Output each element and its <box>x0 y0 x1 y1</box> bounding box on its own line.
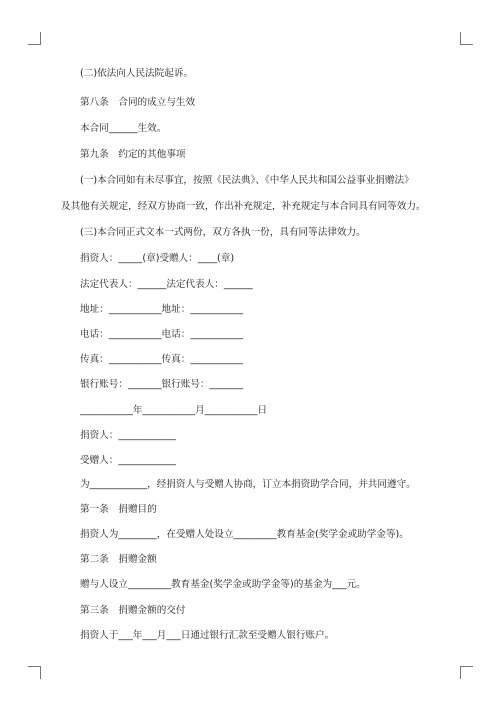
crop-mark-top-right <box>460 32 473 45</box>
signature-legal-representatives: 法定代表人：______法定代表人：______ <box>80 279 253 290</box>
heading-article-2: 第二条 捐赠金额 <box>80 554 157 565</box>
paragraph-lawsuit: (二)依法向人民法院起诉。 <box>80 68 194 79</box>
paragraph-amount: 赠与人设立_________教育基金(奖学金或助学金等)的基金为___元。 <box>80 579 366 590</box>
heading-article-3: 第三条 捐赠金额的交付 <box>80 605 186 616</box>
heading-article-9: 第九条 约定的其他事项 <box>80 149 186 160</box>
heading-article-1: 第一条 捐赠目的 <box>80 504 157 515</box>
paragraph-delivery: 捐资人于___年___月___日通过银行汇款至受赠人银行账户。 <box>80 630 335 641</box>
paragraph-unfinished-matters: (一)本合同如有未尽事宜，按照《民法典》、《中华人民共和国公益事业捐赠法》 <box>80 175 414 186</box>
crop-mark-bottom-left <box>28 666 41 679</box>
heading-article-8: 第八条 合同的成立与生效 <box>80 97 196 108</box>
signature-parties-seal: 捐资人：_____(章)受赠人：____(章) <box>80 253 235 264</box>
crop-mark-bottom-right <box>460 666 473 679</box>
paragraph-purpose: 捐资人为________，在受赠人处设立_________教育基金(奖学金或助学金等)。 <box>80 529 409 540</box>
signature-faxes: 传真：___________传真：___________ <box>80 354 244 365</box>
paragraph-supplementary: 及其他有关规定，经双方协商一致，作出补充规定，补充规定与本合同具有同等效力。 <box>61 201 426 212</box>
paragraph-effective: 本合同______生效。 <box>80 123 167 134</box>
paragraph-preamble: 为____________，经捐资人与受赠人协商，订立本捐资助学合同，并共同遵守。 <box>80 479 416 490</box>
signature-phones: 电话：___________电话：___________ <box>80 329 244 340</box>
signature-bank-accounts: 银行账号：_______银行账号：_______ <box>80 379 244 390</box>
party-recipient: 受赠人：____________ <box>80 455 176 466</box>
signature-addresses: 地址：___________地址：___________ <box>80 304 244 315</box>
signature-date: ___________年___________月___________日 <box>80 405 268 416</box>
crop-mark-top-left <box>28 32 41 45</box>
party-donor: 捐资人：____________ <box>80 430 176 441</box>
paragraph-copies: (三)本合同正式文本一式两份，双方各执一份，具有同等法律效力。 <box>80 227 366 238</box>
